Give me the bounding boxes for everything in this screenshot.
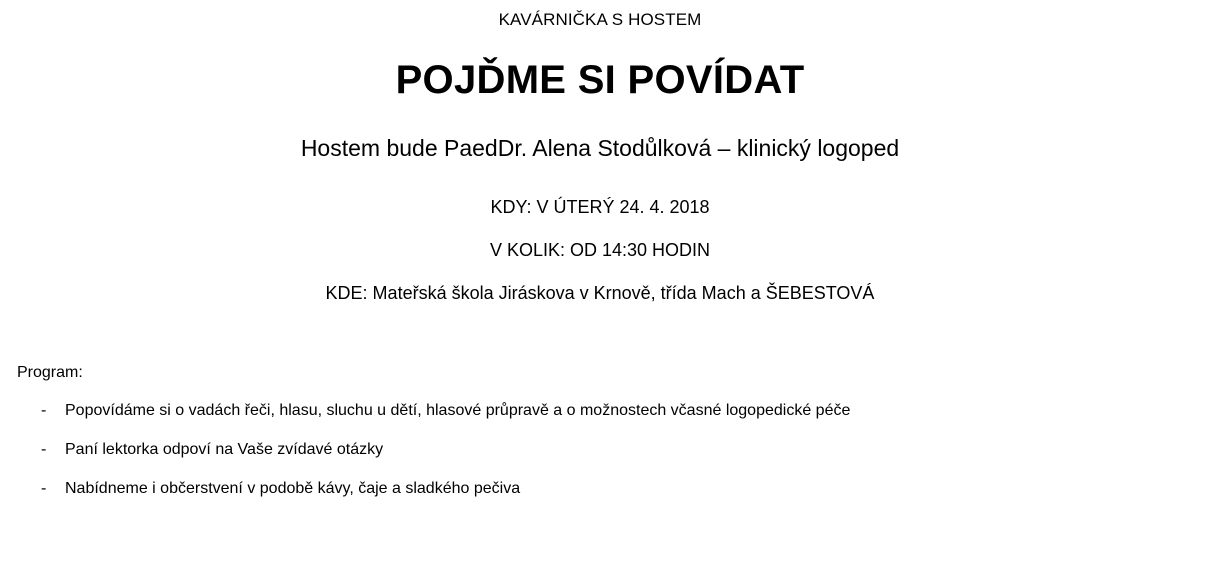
- guest-subtitle: Hostem bude PaedDr. Alena Stodůlková – klinický logoped: [300, 135, 900, 161]
- program-label: Program:: [17, 364, 83, 381]
- event-time: V KOLIK: OD 14:30 HODIN: [489, 240, 711, 260]
- page-title: POJĎME SI POVÍDAT: [395, 58, 805, 102]
- list-bullet: -: [41, 480, 47, 497]
- list-item-text: Nabídneme i občerstvení v podobě kávy, čaje a sladkého pečiva: [65, 480, 521, 497]
- list-bullet: -: [41, 441, 47, 458]
- list-bullet: -: [41, 402, 47, 419]
- list-item-text: Popovídáme si o vadách řeči, hlasu, sluchu u dětí, hlasové průpravě a o možnostech včasné logopedické péče: [65, 402, 851, 419]
- event-kicker: KAVÁRNIČKA S HOSTEM: [498, 10, 702, 29]
- event-location: KDE: Mateřská škola Jiráskova v Krnově, třída Mach a ŠEBESTOVÁ: [325, 283, 875, 303]
- event-date: KDY: V ÚTERÝ 24. 4. 2018: [490, 197, 710, 217]
- list-item-text: Paní lektorka odpoví na Vaše zvídavé otázky: [65, 441, 384, 458]
